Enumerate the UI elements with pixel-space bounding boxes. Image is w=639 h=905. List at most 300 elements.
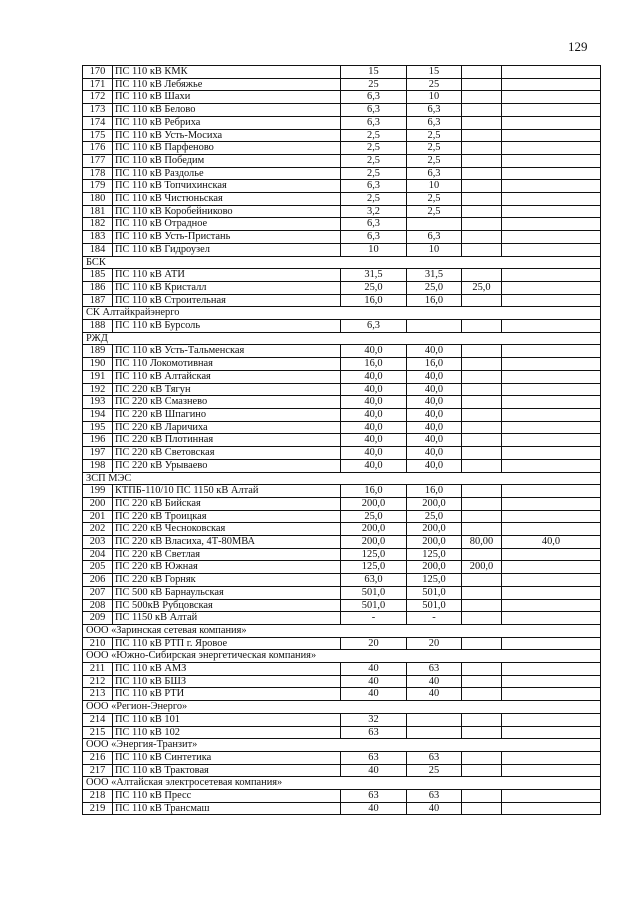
table-row [83, 548, 601, 561]
substation-name: ПС 110 кВ Лебяжье [113, 78, 341, 91]
table-row [83, 408, 601, 421]
substation-name: ПС 220 кВ Горняк [113, 574, 341, 587]
row-number: 217 [83, 764, 113, 777]
value-cell [502, 434, 601, 447]
substation-name: ПС 110 кВ Трансмаш [113, 802, 341, 815]
value-cell: 40,0 [341, 434, 407, 447]
table-row [83, 574, 601, 587]
substation-name: ПС 110 кВ Отрадное [113, 218, 341, 231]
value-cell [502, 790, 601, 803]
value-cell [502, 129, 601, 142]
value-cell [502, 91, 601, 104]
value-cell: 16,0 [341, 485, 407, 498]
value-cell [462, 421, 502, 434]
value-cell [502, 370, 601, 383]
row-number: 201 [83, 510, 113, 523]
value-cell: 125,0 [341, 548, 407, 561]
substation-name: ПС 220 кВ Световская [113, 447, 341, 460]
substation-name: ПС 110 кВ Белово [113, 104, 341, 117]
value-cell [502, 345, 601, 358]
section-title: ООО «Южно-Сибирская энергетическая компания» [83, 650, 601, 663]
substation-name: ПС 110 кВ Парфеново [113, 142, 341, 155]
value-cell [502, 497, 601, 510]
section-title: ООО «Энергия-Транзит» [83, 739, 601, 752]
value-cell: 501,0 [341, 599, 407, 612]
value-cell: 200,0 [407, 561, 462, 574]
table-row [83, 167, 601, 180]
row-number: 205 [83, 561, 113, 574]
value-cell: 40,0 [407, 396, 462, 409]
row-number: 210 [83, 637, 113, 650]
value-cell [462, 154, 502, 167]
value-cell: 63 [341, 790, 407, 803]
value-cell [462, 408, 502, 421]
row-number: 211 [83, 663, 113, 676]
row-number: 219 [83, 802, 113, 815]
value-cell: 25 [407, 78, 462, 91]
value-cell: 6,3 [341, 218, 407, 231]
value-cell [462, 663, 502, 676]
substation-name: ПС 1150 кВ Алтай [113, 612, 341, 625]
table-row [83, 193, 601, 206]
substation-name: ПС 220 кВ Ларичиха [113, 421, 341, 434]
table-row [83, 726, 601, 739]
value-cell [462, 790, 502, 803]
table-row [83, 66, 601, 79]
value-cell [502, 599, 601, 612]
value-cell [502, 459, 601, 472]
value-cell: 2,5 [407, 154, 462, 167]
value-cell: 16,0 [407, 294, 462, 307]
row-number: 193 [83, 396, 113, 409]
value-cell [462, 320, 502, 333]
value-cell [502, 561, 601, 574]
value-cell [502, 383, 601, 396]
substation-name: ПС 110 кВ РТП г. Яровое [113, 637, 341, 650]
section-row [83, 256, 601, 269]
value-cell: 20 [341, 637, 407, 650]
value-cell: 25,0 [341, 281, 407, 294]
substation-name: ПС 220 кВ Шпагино [113, 408, 341, 421]
value-cell: 40,0 [407, 383, 462, 396]
section-title: ООО «Заринская сетевая компания» [83, 624, 601, 637]
value-cell: 40,0 [341, 396, 407, 409]
row-number: 215 [83, 726, 113, 739]
value-cell: 40 [407, 675, 462, 688]
row-number: 192 [83, 383, 113, 396]
value-cell: 32 [341, 713, 407, 726]
row-number: 197 [83, 447, 113, 460]
section-row [83, 624, 601, 637]
value-cell: 40 [341, 802, 407, 815]
table-row [83, 510, 601, 523]
value-cell [462, 586, 502, 599]
value-cell: 63 [341, 751, 407, 764]
value-cell [462, 91, 502, 104]
value-cell: 40 [407, 802, 462, 815]
substation-name: ПС 220 кВ Тягун [113, 383, 341, 396]
section-row [83, 650, 601, 663]
row-number: 200 [83, 497, 113, 510]
row-number: 182 [83, 218, 113, 231]
value-cell [462, 764, 502, 777]
section-row [83, 332, 601, 345]
value-cell [462, 637, 502, 650]
value-cell: 25 [341, 78, 407, 91]
value-cell: 40,0 [407, 459, 462, 472]
value-cell: 25,0 [341, 510, 407, 523]
value-cell [462, 345, 502, 358]
value-cell [462, 612, 502, 625]
substation-name: ПС 220 кВ Плотинная [113, 434, 341, 447]
table-row [83, 370, 601, 383]
value-cell: 40,0 [502, 536, 601, 549]
value-cell [462, 231, 502, 244]
value-cell: 15 [341, 66, 407, 79]
value-cell: 63 [407, 790, 462, 803]
row-number: 179 [83, 180, 113, 193]
table-row [83, 320, 601, 333]
value-cell [462, 104, 502, 117]
value-cell [462, 485, 502, 498]
table-row [83, 396, 601, 409]
value-cell [502, 510, 601, 523]
row-number: 196 [83, 434, 113, 447]
value-cell [462, 802, 502, 815]
value-cell: 15 [407, 66, 462, 79]
value-cell [407, 218, 462, 231]
row-number: 171 [83, 78, 113, 91]
value-cell: 125,0 [407, 574, 462, 587]
table-row [83, 434, 601, 447]
substation-name: ПС 110 кВ Синтетика [113, 751, 341, 764]
substation-name: ПС 220 кВ Троицкая [113, 510, 341, 523]
substation-name: ПС 110 кВ Кристалл [113, 281, 341, 294]
value-cell: 6,3 [407, 116, 462, 129]
value-cell: 200,0 [341, 497, 407, 510]
substation-name: ПС 110 кВ Алтайская [113, 370, 341, 383]
value-cell: 40 [341, 663, 407, 676]
value-cell [502, 523, 601, 536]
row-number: 198 [83, 459, 113, 472]
value-cell: 63,0 [341, 574, 407, 587]
row-number: 199 [83, 485, 113, 498]
value-cell [502, 675, 601, 688]
row-number: 180 [83, 193, 113, 206]
value-cell: 2,5 [407, 193, 462, 206]
table-row [83, 91, 601, 104]
value-cell [462, 358, 502, 371]
value-cell: 200,0 [341, 523, 407, 536]
table-row [83, 345, 601, 358]
value-cell: - [407, 612, 462, 625]
value-cell [502, 802, 601, 815]
substation-name: ПС 110 кВ 102 [113, 726, 341, 739]
substation-name: ПС 220 кВ Светлая [113, 548, 341, 561]
value-cell: 16,0 [341, 358, 407, 371]
row-number: 214 [83, 713, 113, 726]
value-cell: 125,0 [341, 561, 407, 574]
substation-name: ПС 220 кВ Урываево [113, 459, 341, 472]
value-cell [462, 396, 502, 409]
row-number: 177 [83, 154, 113, 167]
row-number: 174 [83, 116, 113, 129]
table-row [83, 612, 601, 625]
value-cell: 40,0 [407, 434, 462, 447]
value-cell [462, 193, 502, 206]
section-row [83, 472, 601, 485]
value-cell: 40,0 [341, 408, 407, 421]
value-cell [462, 370, 502, 383]
section-row [83, 739, 601, 752]
value-cell [462, 180, 502, 193]
value-cell [462, 497, 502, 510]
value-cell: 200,0 [407, 497, 462, 510]
value-cell: 2,5 [407, 142, 462, 155]
table-row [83, 713, 601, 726]
table-row [83, 218, 601, 231]
row-number: 218 [83, 790, 113, 803]
table-row [83, 358, 601, 371]
value-cell: 200,0 [407, 536, 462, 549]
row-number: 175 [83, 129, 113, 142]
value-cell: 40,0 [341, 447, 407, 460]
substation-name: ПС 110 кВ 101 [113, 713, 341, 726]
value-cell [462, 116, 502, 129]
substation-name: ПС 110 кВ БШЗ [113, 675, 341, 688]
value-cell [502, 104, 601, 117]
value-cell: 40,0 [341, 383, 407, 396]
value-cell: 40,0 [341, 345, 407, 358]
substation-name: ПС 220 кВ Чесноковская [113, 523, 341, 536]
value-cell: 10 [341, 243, 407, 256]
value-cell: 16,0 [341, 294, 407, 307]
value-cell [502, 205, 601, 218]
table-row [83, 294, 601, 307]
value-cell: 6,3 [407, 231, 462, 244]
substation-name: ПС 110 кВ Строительная [113, 294, 341, 307]
substation-name: ПС 220 кВ Бийская [113, 497, 341, 510]
row-number: 176 [83, 142, 113, 155]
row-number: 189 [83, 345, 113, 358]
row-number: 207 [83, 586, 113, 599]
value-cell: 200,0 [462, 561, 502, 574]
value-cell [502, 231, 601, 244]
row-number: 184 [83, 243, 113, 256]
value-cell: 10 [407, 180, 462, 193]
value-cell [502, 764, 601, 777]
value-cell: 10 [407, 243, 462, 256]
substation-name: ПС 110 Локомотивная [113, 358, 341, 371]
table-row [83, 421, 601, 434]
value-cell: 40,0 [407, 408, 462, 421]
value-cell [502, 180, 601, 193]
value-cell [502, 320, 601, 333]
substation-name: ПС 110 кВ Чистюньская [113, 193, 341, 206]
value-cell [462, 726, 502, 739]
row-number: 206 [83, 574, 113, 587]
value-cell [462, 688, 502, 701]
substation-name: ПС 110 кВ Усть-Пристань [113, 231, 341, 244]
table-row [83, 523, 601, 536]
value-cell: 40,0 [407, 370, 462, 383]
table-row [83, 78, 601, 91]
table-row [83, 802, 601, 815]
row-number: 183 [83, 231, 113, 244]
value-cell: 200,0 [341, 536, 407, 549]
value-cell [502, 751, 601, 764]
value-cell: 31,5 [407, 269, 462, 282]
value-cell: 200,0 [407, 523, 462, 536]
row-number: 208 [83, 599, 113, 612]
value-cell [502, 447, 601, 460]
value-cell [462, 548, 502, 561]
substation-name: ПС 110 кВ Усть-Тальменская [113, 345, 341, 358]
value-cell: 6,3 [407, 104, 462, 117]
section-row [83, 307, 601, 320]
value-cell: - [341, 612, 407, 625]
value-cell: 25,0 [407, 281, 462, 294]
value-cell: 10 [407, 91, 462, 104]
value-cell [502, 726, 601, 739]
value-cell [502, 713, 601, 726]
table-row [83, 485, 601, 498]
value-cell: 40,0 [407, 345, 462, 358]
table-row [83, 447, 601, 460]
table-row [83, 459, 601, 472]
value-cell [502, 408, 601, 421]
value-cell: 501,0 [407, 599, 462, 612]
value-cell [462, 243, 502, 256]
table-row [83, 561, 601, 574]
value-cell [502, 548, 601, 561]
row-number: 203 [83, 536, 113, 549]
value-cell: 80,00 [462, 536, 502, 549]
substation-name: ПС 110 кВ КМК [113, 66, 341, 79]
value-cell [462, 434, 502, 447]
value-cell: 40 [341, 688, 407, 701]
value-cell [462, 751, 502, 764]
row-number: 191 [83, 370, 113, 383]
substation-name: ПС 110 кВ РТИ [113, 688, 341, 701]
value-cell [502, 281, 601, 294]
value-cell: 25,0 [407, 510, 462, 523]
row-number: 172 [83, 91, 113, 104]
table-row [83, 688, 601, 701]
substation-name: ПС 500кВ Рубцовская [113, 599, 341, 612]
value-cell [407, 320, 462, 333]
table-row [83, 790, 601, 803]
value-cell: 25,0 [462, 281, 502, 294]
value-cell: 6,3 [407, 167, 462, 180]
table-row [83, 383, 601, 396]
substation-name: ПС 110 кВ Гидроузел [113, 243, 341, 256]
table-row [83, 751, 601, 764]
section-title: ООО «Регион-Энерго» [83, 701, 601, 714]
row-number: 187 [83, 294, 113, 307]
value-cell: 2,5 [341, 167, 407, 180]
table-row [83, 586, 601, 599]
table-row [83, 497, 601, 510]
value-cell [502, 193, 601, 206]
substation-name: ПС 110 кВ Шахи [113, 91, 341, 104]
value-cell: 2,5 [341, 154, 407, 167]
table-row [83, 243, 601, 256]
value-cell [502, 66, 601, 79]
value-cell: 6,3 [341, 116, 407, 129]
value-cell [462, 459, 502, 472]
value-cell [502, 574, 601, 587]
value-cell: 6,3 [341, 91, 407, 104]
value-cell: 40 [341, 764, 407, 777]
value-cell [462, 523, 502, 536]
substation-name: ПС 110 кВ Победим [113, 154, 341, 167]
value-cell [462, 713, 502, 726]
value-cell [502, 688, 601, 701]
value-cell [462, 574, 502, 587]
value-cell: 2,5 [341, 193, 407, 206]
row-number: 170 [83, 66, 113, 79]
table-row [83, 764, 601, 777]
value-cell: 6,3 [341, 104, 407, 117]
row-number: 186 [83, 281, 113, 294]
value-cell [462, 129, 502, 142]
value-cell: 40,0 [341, 459, 407, 472]
row-number: 185 [83, 269, 113, 282]
section-title: СК Алтайкрайэнерго [83, 307, 601, 320]
row-number: 195 [83, 421, 113, 434]
value-cell [502, 637, 601, 650]
value-cell [502, 663, 601, 676]
value-cell: 25 [407, 764, 462, 777]
value-cell [462, 205, 502, 218]
table-row [83, 269, 601, 282]
section-row [83, 777, 601, 790]
value-cell [502, 218, 601, 231]
table-row [83, 104, 601, 117]
substation-name: ПС 110 кВ Ребриха [113, 116, 341, 129]
row-number: 190 [83, 358, 113, 371]
value-cell [462, 66, 502, 79]
section-title: РЖД [83, 332, 601, 345]
table-row [83, 129, 601, 142]
section-title: БСК [83, 256, 601, 269]
value-cell [462, 294, 502, 307]
substation-name: ПС 110 кВ Пресс [113, 790, 341, 803]
value-cell: 40,0 [341, 421, 407, 434]
row-number: 204 [83, 548, 113, 561]
value-cell [502, 116, 601, 129]
value-cell [502, 167, 601, 180]
value-cell [407, 713, 462, 726]
page-number: 129 [568, 39, 588, 54]
value-cell: 501,0 [407, 586, 462, 599]
value-cell: 6,3 [341, 320, 407, 333]
substation-name: ПС 110 кВ Раздолье [113, 167, 341, 180]
table-row [83, 154, 601, 167]
row-number: 178 [83, 167, 113, 180]
value-cell [502, 421, 601, 434]
value-cell: 16,0 [407, 358, 462, 371]
substation-name: ПС 110 кВ АМЗ [113, 663, 341, 676]
table-row [83, 180, 601, 193]
table-row [83, 675, 601, 688]
value-cell [407, 726, 462, 739]
table-row [83, 142, 601, 155]
substation-name: ПС 110 кВ Трактовая [113, 764, 341, 777]
substation-name: ПС 500 кВ Барнаульская [113, 586, 341, 599]
table-row [83, 116, 601, 129]
